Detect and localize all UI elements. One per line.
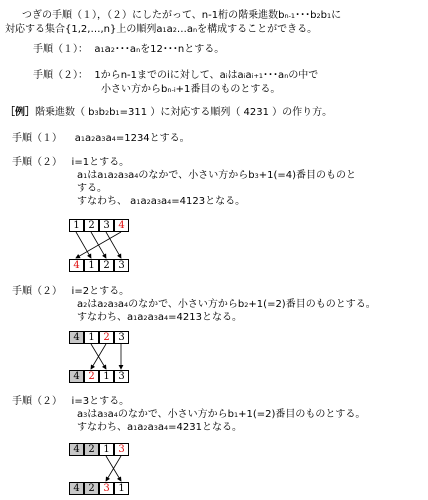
- intro-line-1: つぎの手順（１），（２）にしたがって、n-1桁の階乗進数bn-1･･･b2b1に: [22, 10, 342, 21]
- step-2a-head: 手順（２） i=1とする。: [12, 157, 130, 168]
- d2-bottom-cell-2: 2: [84, 370, 99, 383]
- d3-bottom-cell-2: 2: [84, 482, 99, 495]
- d1-top-cell-1: 1: [69, 219, 84, 232]
- step-2c-head: 手順（２） i=3とする。: [12, 396, 130, 407]
- d2-bottom-cell-1: 4: [69, 370, 84, 383]
- d1-top-cell-2: 2: [84, 219, 99, 232]
- d1-bottom-cell-1: 4: [69, 259, 84, 272]
- d1-top-cell-4: 4: [114, 219, 129, 232]
- d2-top-cell-3: 2: [99, 331, 114, 344]
- d1-bottom-cell-4: 3: [114, 259, 129, 272]
- d1-bottom-cell-3: 2: [99, 259, 114, 272]
- step-2a-line-2: a1はa1a2a3a4のなかで、小さい方からb3+1(=4)番目のものと: [77, 170, 356, 181]
- d3-bottom-cell-4: 1: [114, 482, 129, 495]
- d1-bottom-cell-2: 1: [84, 259, 99, 272]
- d3-top-cell-4: 3: [114, 443, 129, 456]
- rule-2-line-2: 小さい方からbn-i+1番目のものとする。: [101, 84, 281, 95]
- rule-2-line-1: 手順（２）： 1からn-1までのiに対して、aiはaiai+1･･･anの中で: [33, 70, 319, 81]
- step-2b-head: 手順（２） i=2とする。: [12, 286, 130, 297]
- step-2a-line-3: する。: [77, 183, 107, 194]
- step-2c-line-2: a3はa3a4のなかで、小さい方からb1+1(=2)番目のものとする。: [77, 409, 366, 420]
- step-1: 手順（１） a1a2a3a4=1234とする。: [12, 133, 190, 144]
- d2-bottom-cell-3: 1: [99, 370, 114, 383]
- rule-1: 手順（１）： a1a2･･･anを12･･･nとする。: [33, 44, 225, 55]
- d3-top-cell-3: 1: [99, 443, 114, 456]
- d2-top-cell-1: 4: [69, 331, 84, 344]
- d2-top-cell-2: 1: [84, 331, 99, 344]
- example-heading: ［例］階乗進数（ b3b2b1=311 ）に対応する順列（ 4231 ）の作り方。: [5, 107, 333, 118]
- d3-top-cell-2: 2: [84, 443, 99, 456]
- d1-top-cell-3: 3: [99, 219, 114, 232]
- step-2c-line-3: すなわち、a1a2a3a4=4231となる。: [77, 422, 242, 433]
- step-2b-line-3: すなわち、a1a2a3a4=4213となる。: [77, 312, 242, 323]
- step-2a-line-4: すなわち、 a1a2a3a4=4123となる。: [77, 196, 246, 207]
- d3-bottom-cell-1: 4: [69, 482, 84, 495]
- d3-top-cell-1: 4: [69, 443, 84, 456]
- step-2b-line-2: a2はa2a3a4のなかで、小さい方からb2+1(=2)番目のものとする。: [77, 299, 376, 310]
- d3-bottom-cell-3: 3: [99, 482, 114, 495]
- d2-bottom-cell-4: 3: [114, 370, 129, 383]
- d2-top-cell-4: 3: [114, 331, 129, 344]
- intro-line-2: 対応する集合{1,2,…,n}上の順列a1a2…anを構成することができる。: [5, 24, 318, 35]
